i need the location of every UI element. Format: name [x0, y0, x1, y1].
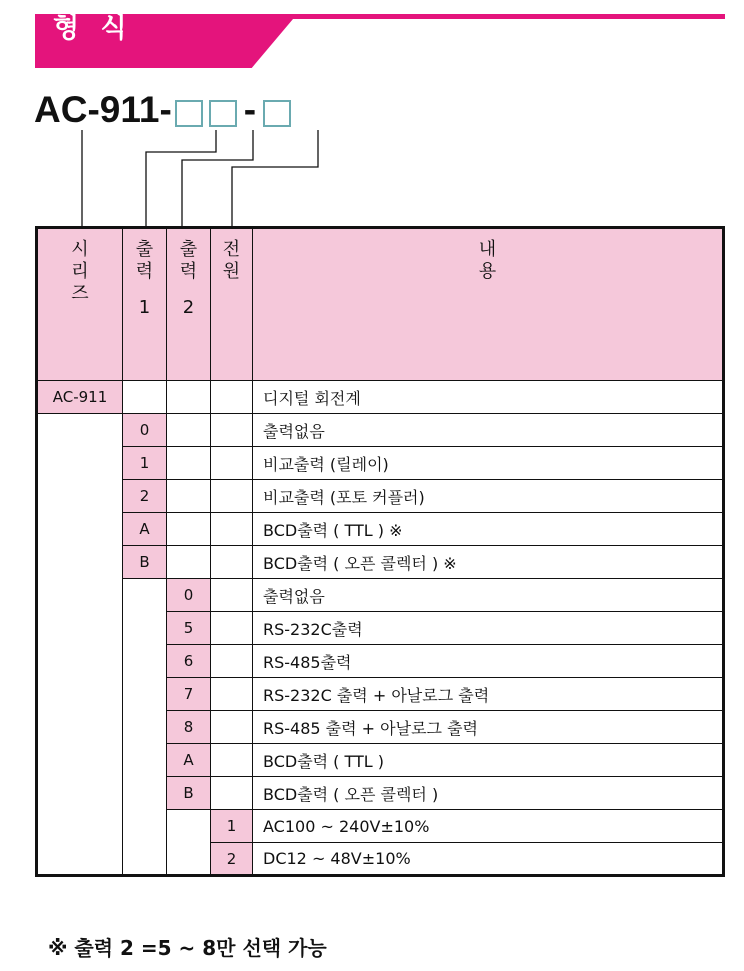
table-row: [37, 546, 724, 579]
connector-power: [232, 130, 318, 226]
table-row: [37, 447, 724, 480]
row-description: RS-485출력: [253, 645, 724, 678]
header-output2: 출 력 2: [167, 228, 211, 381]
spec-table: [35, 226, 725, 877]
output2-code: 0: [167, 579, 211, 612]
table-row: [37, 513, 724, 546]
model-prefix: AC-911-: [34, 89, 172, 130]
row-description: 비교출력 (릴레이): [253, 447, 724, 480]
row-description: BCD출력 ( 오픈 콜렉터 ) ※: [253, 546, 724, 579]
row-description: BCD출력 ( TTL ): [253, 744, 724, 777]
row-description: RS-485 출력 + 아날로그 출력: [253, 711, 724, 744]
output1-code: B: [123, 546, 167, 579]
connector-output2: [182, 130, 253, 226]
row-description: DC12 ~ 48V±10%: [253, 843, 724, 876]
footnote: ※ 출력 2 =5 ~ 8만 선택 가능: [48, 936, 327, 960]
output2-code: B: [167, 777, 211, 810]
model-separator: -: [243, 89, 257, 130]
row-description: RS-232C출력: [253, 612, 724, 645]
row-description: RS-232C 출력 + 아날로그 출력: [253, 678, 724, 711]
output2-code: A: [167, 744, 211, 777]
section-title: 형 식: [53, 13, 133, 44]
table-row: [37, 480, 724, 513]
row-description: 비교출력 (포토 커플러): [253, 480, 724, 513]
header-power: 전 원: [211, 228, 253, 381]
row-description: 출력없음: [253, 414, 724, 447]
power-code: 2: [211, 843, 253, 876]
output2-code: 5: [167, 612, 211, 645]
row-description: BCD출력 ( TTL ) ※: [253, 513, 724, 546]
output2-code: 8: [167, 711, 211, 744]
power-code: 1: [211, 810, 253, 843]
row-description: 디지털 회전계: [253, 381, 724, 414]
series-code: AC-911: [37, 381, 123, 414]
output1-code: A: [123, 513, 167, 546]
output1-blank: [123, 579, 167, 876]
series-blank: [37, 414, 123, 876]
header-row: [37, 228, 724, 381]
connector-output1: [146, 130, 216, 226]
header-content: 내 용: [253, 228, 724, 381]
row-description: BCD출력 ( 오픈 콜렉터 ): [253, 777, 724, 810]
table-row: [37, 381, 724, 414]
output1-code: 2: [123, 480, 167, 513]
header-series: 시 리 즈: [37, 228, 123, 381]
table-row: [37, 414, 724, 447]
output1-code: 1: [123, 447, 167, 480]
header-output1: 출 력 1: [123, 228, 167, 381]
output2-blank: [167, 810, 211, 876]
row-description: 출력없음: [253, 579, 724, 612]
output1-code: 0: [123, 414, 167, 447]
table-row: [37, 579, 724, 612]
output2-code: 7: [167, 678, 211, 711]
output2-code: 6: [167, 645, 211, 678]
row-description: AC100 ~ 240V±10%: [253, 810, 724, 843]
